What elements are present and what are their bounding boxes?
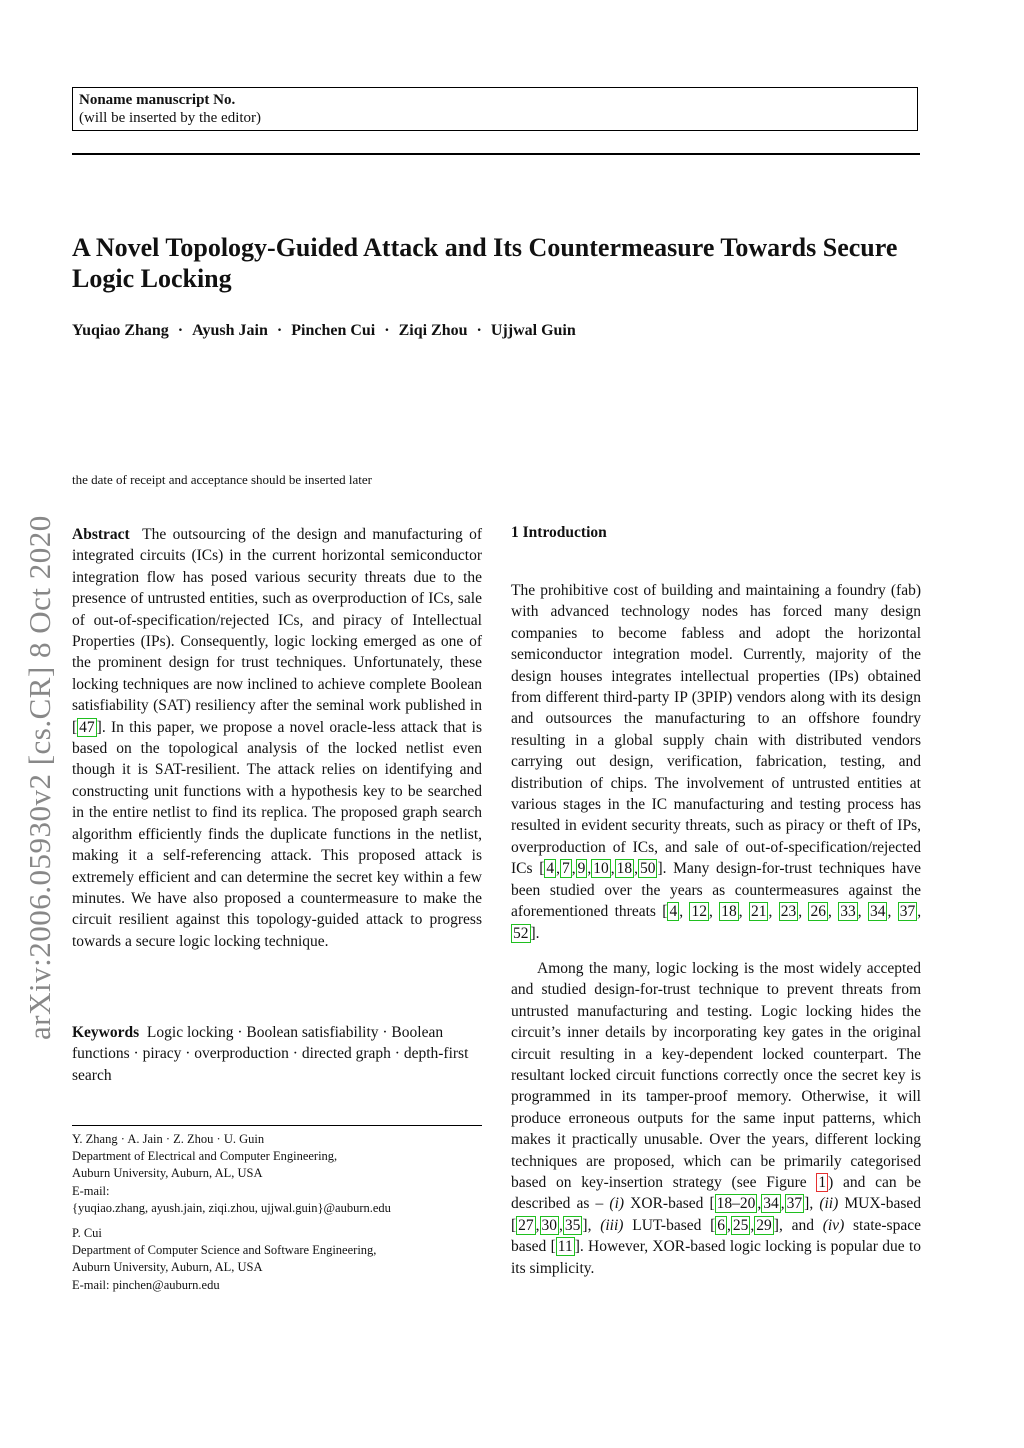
affiliation-auburn-csse	[72, 1225, 492, 1294]
arxiv-identifier: arXiv:2006.05930v2 [cs.CR] 8 Oct 2020	[22, 515, 57, 1040]
paragraph-text: ].	[530, 924, 540, 942]
paragraph: The prohibitive cost of building and maintaining a foundry (fab) with advanced technology nodes has forced many design companies to become fabless and adopt the horizontal semiconductor integration model. Currently, majority of the design houses integrates intellectual properties (IPs) obtained from different third-party IP (3PIP) vendors along with its design and outsources the manufacturing to an offshore foundry resulting in a global supply chain with distributed vendors carrying out design, verification, fabrication, testing, and distribution of chips. The involvement of untrusted entities at various stages in the IC manufacturing and testing process has resulted in evident security threats, such as piracy or theft of IPs, overproduction of ICs, and sale of out-of-specification/rejected ICs [ 4 , 7 , 9 , 10 , 18 , 50 ]. Many design-for-trust techniques have been studied over the years as countermeasures against the aforementioned threats [ 4 , 12 , 18 , 21 , 23 , 26 , 33 , 34 , 37 , 52 ].	[511, 582, 922, 942]
paragraph-text: state-space based [	[511, 1216, 921, 1256]
citation-link[interactable]: 37	[899, 903, 916, 921]
footnote-emails: {yuqiao.zhang, ayush.jain, ziqi.zhou, ujjwal.guin}@auburn.edu	[72, 1200, 391, 1215]
citation-link[interactable]: 11	[557, 1238, 573, 1256]
footnote-rule	[72, 1125, 482, 1126]
author-name: Ayush Jain	[192, 322, 268, 339]
list-marker: (iv)	[822, 1216, 845, 1234]
citation-link[interactable]: 30	[541, 1216, 558, 1234]
citation-link[interactable]: 4	[669, 903, 678, 921]
paragraph-text: LUT-based [	[623, 1216, 716, 1234]
paragraph-text: ], and	[773, 1216, 823, 1234]
abstract-text: The outsourcing of the design and manufacturing of integrated circuits (ICs) in the current horizontal semiconductor integration flow has posed various security threats due to the presence of untrusted entities, such as overproduction of ICs, sale of out-of-specification/rejected ICs, and piracy of Intellectual Properties (IPs). Consequently, logic locking emerged as one of the prominent design for trust techniques. Unfortunately, these locking techniques are now inclined to achieve complete Boolean satisfiability (SAT) resiliency after the seminal work published in [	[72, 526, 482, 736]
citation-link[interactable]: 18–20	[716, 1195, 756, 1213]
keywords-text: Logic locking · Boolean satisfiability · Boolean functions · piracy · overproduction · directed graph · depth-first search	[72, 1024, 469, 1084]
author-name: Ujjwal Guin	[490, 322, 576, 339]
citation-link[interactable]: 6	[717, 1216, 726, 1234]
introduction-body	[511, 580, 921, 1279]
abstract-label: Abstract	[72, 526, 130, 543]
paragraph: Among the many, logic locking is the most widely accepted and studied design-for-trust technique to prevent threats from untrusted manufacturing and testing. Logic locking hides the circuit’s inner details by incorporating key gates in the original circuit resulting in a key-dependent locked counterpart. The resultant locked circuit functions correctly once the secret key is programmed in its tamper-proof memory. Otherwise, it will produce erroneous outputs for the same input patterns, which makes it practically unusable. Over the years, different locking techniques are proposed, which can be primarily categorised based on key-insertion strategy (see Figure 1 ) and can be described as – (i) XOR-based [ 18–20 , 34 , 37 ], (ii) MUX-based [ 27 , 30 , 35 ], (iii) LUT-based [ 6 , 25 , 29 ], and (iv) state-space based [ 11 ]. However, XOR-based logic locking is popular due to its simplicity.	[511, 959, 922, 1277]
footnote-address: Auburn University, Auburn, AL, USA	[72, 1166, 263, 1181]
citation-link[interactable]: 34	[763, 1195, 779, 1213]
citation-link[interactable]: 37	[786, 1195, 803, 1213]
keywords-label: Keywords	[72, 1024, 140, 1041]
citation-link[interactable]: 35	[564, 1216, 581, 1234]
citation-link[interactable]: 18	[616, 860, 633, 878]
citation-link[interactable]: 23	[780, 903, 797, 921]
paragraph-text: ]. Many design-for-trust techniques have been studied over the years as countermeasures against the aforementioned threats [	[511, 860, 921, 921]
citation-link[interactable]: 25	[732, 1216, 749, 1234]
author-name: Ziqi Zhou	[398, 322, 468, 339]
paragraph-text: The prohibitive cost of building and maintaining a foundry (fab) with advanced technology nodes has forced many design companies to become fabless and adopt the horizontal semiconductor integration model. Currently, majority of the design houses integrates intellectual properties (IPs) obtained from different third-party IP (3PIP) vendors along with its design and outsources the manufacturing to an offshore foundry resulting in a global supply chain with distributed vendors carrying out design, verification, fabrication, testing, and distribution of chips. The involvement of untrusted entities at various stages in the IC manufacturing and testing process has resulted in evident security threats, such as piracy or theft of IPs, overproduction of ICs, and sale of out-of-specification/rejected ICs [	[511, 582, 921, 878]
editor-note: (will be inserted by the editor)	[79, 110, 262, 126]
footnote-email-label: E-mail:	[72, 1183, 110, 1198]
citation-link[interactable]: 33	[840, 903, 856, 921]
citation-link[interactable]: 7	[561, 860, 570, 878]
abstract-text: ]. In this paper, we propose a novel oracle-less attack that is based on the topological analysis of the locked netlist even though it is SAT-resilient. The attack relies on identifying and constructing unit functions with a hypothesis key to be searched in the entire netlist to find its replica. The proposed graph search algorithm efficiently finds the duplicate functions in the netlist, making it a self-referencing attack. This proposed attack is extremely efficient and can determine the secret key within a few minutes. We have also proposed a countermeasure to make the circuit resilient against this topology-guided attack to progress towards a secure logic locking technique.	[72, 718, 482, 950]
footnote-email: E-mail: pinchen@auburn.edu	[72, 1277, 220, 1292]
paragraph-text: ) and can be described as –	[511, 1173, 922, 1213]
citation-link[interactable]: 21	[750, 903, 767, 921]
citation-link[interactable]: 26	[810, 903, 826, 921]
manuscript-number: Noname manuscript No.	[79, 92, 236, 108]
citation-link[interactable]: 50	[639, 860, 656, 878]
citation-link[interactable]: 9	[577, 860, 586, 878]
footnote-dept: Department of Computer Science and Software Engineering,	[72, 1243, 377, 1258]
footnote-dept: Department of Electrical and Computer Engineering,	[72, 1149, 338, 1164]
citation-link[interactable]: 27	[518, 1216, 534, 1234]
footnote-author: P. Cui	[72, 1226, 102, 1240]
receipt-note: the date of receipt and acceptance should be inserted later	[72, 472, 372, 487]
manuscript-header-box	[72, 87, 918, 131]
list-marker: (ii)	[819, 1195, 839, 1213]
citation-link[interactable]: 47	[79, 718, 95, 736]
keywords	[72, 1022, 482, 1086]
list-marker: (iii)	[600, 1216, 624, 1234]
footnote-address: Auburn University, Auburn, AL, USA	[72, 1260, 263, 1275]
paper-title: A Novel Topology-Guided Attack and Its Countermeasure Towards Secure Logic Locking	[72, 233, 898, 293]
author-name: Yuqiao Zhang	[72, 322, 169, 339]
figure-link[interactable]: 1	[818, 1173, 827, 1191]
abstract	[72, 524, 482, 952]
list-marker: (i)	[609, 1195, 625, 1213]
citation-link[interactable]: 18	[721, 903, 737, 921]
paragraph-text: XOR-based [	[624, 1195, 715, 1213]
affiliation-auburn-ece	[72, 1131, 492, 1217]
citation-link[interactable]: 12	[691, 903, 707, 921]
citation-link[interactable]: 4	[546, 860, 555, 878]
section-heading-introduction: 1 Introduction	[511, 524, 607, 541]
citation-link[interactable]: 29	[756, 1216, 772, 1234]
author-name: Pinchen Cui	[291, 322, 376, 339]
header-rule	[72, 153, 920, 155]
paragraph-text: ]. However, XOR-based logic locking is popular due to its simplicity.	[511, 1238, 922, 1277]
paragraph-text: Among the many, logic locking is the most widely accepted and studied design-for-trust technique to prevent threats from untrusted manufacturing and testing. Logic locking hides the circuit’s inner details by incorporating key gates in the original circuit resulting in a key-dependent locked counterpart. The resultant locked circuit functions correctly once the secret key is programmed in its tamper-proof memory. Otherwise, it will produce erroneous outputs for the same input patterns, which makes it practically unusable. Over the years, different locking techniques are proposed, which can be primarily categorised based on key-insertion strategy (see Figure	[511, 959, 921, 1191]
paragraph-text: MUX-based [	[511, 1195, 922, 1234]
author-list: Yuqiao Zhang · Ayush Jain · Pinchen Cui · Ziqi Zhou · Ujjwal Guin	[72, 322, 576, 339]
footnote-authors: Y. Zhang · A. Jain · Z. Zhou · U. Guin	[72, 1132, 265, 1146]
citation-link[interactable]: 34	[869, 903, 886, 921]
citation-link[interactable]: 52	[513, 924, 529, 942]
citation-link[interactable]: 10	[593, 860, 609, 878]
